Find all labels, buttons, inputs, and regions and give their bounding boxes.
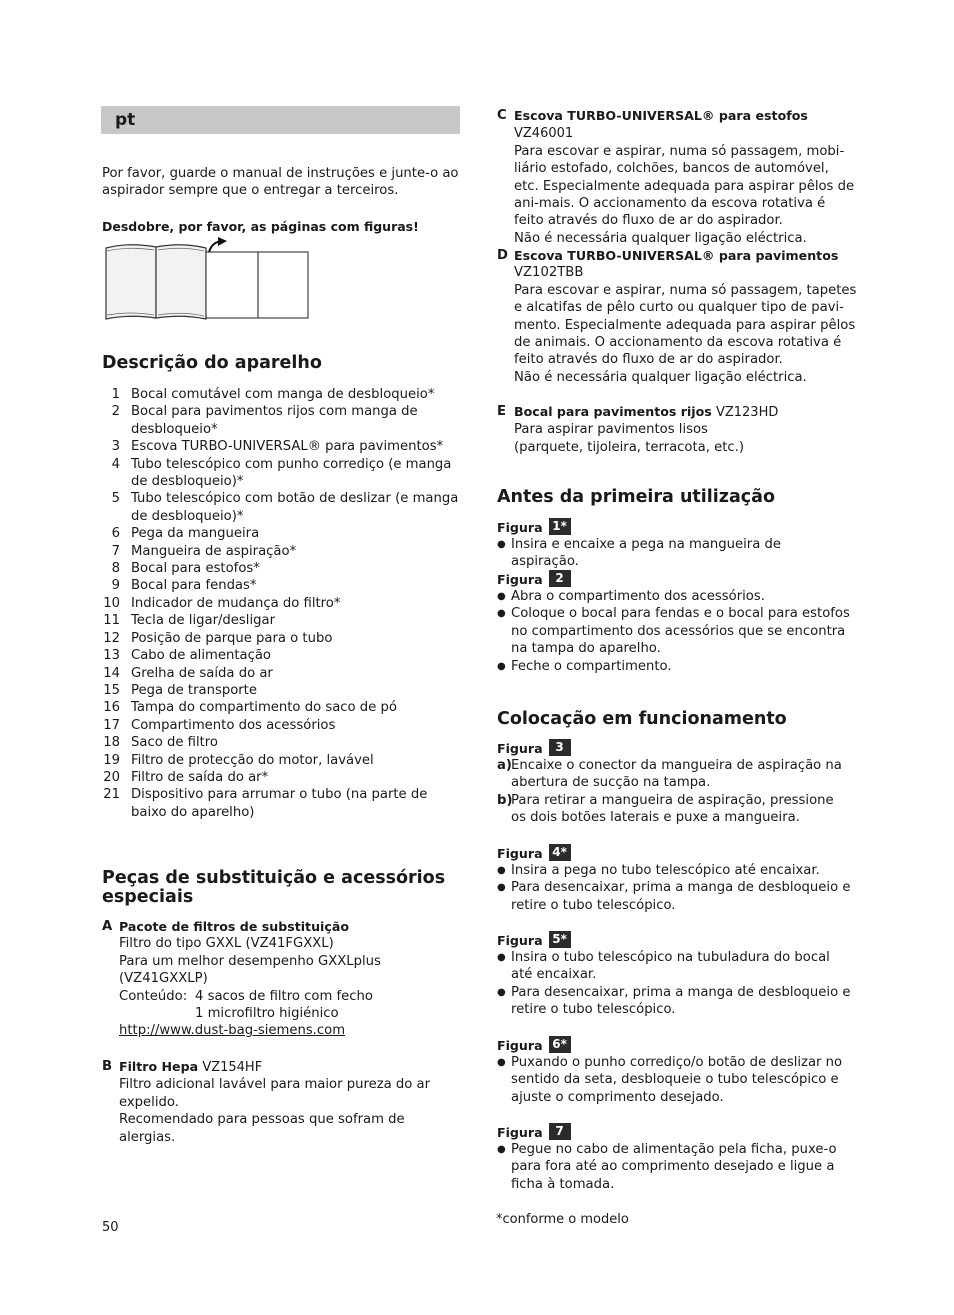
parts-list-item: 8 Bocal para estofos* — [111, 561, 260, 577]
parts-list-item: 19 Filtro de protecção do motor, lavável — [103, 752, 374, 768]
bullet-icon: ● — [497, 952, 506, 963]
parts-list-item: 18 Saco de filtro — [103, 735, 218, 751]
parts-list-item: 17 Compartimento dos acessórios — [103, 717, 336, 733]
accessory-a-title: Pacote de filtros de substituição — [119, 919, 349, 934]
parts-list-item: 3 Escova TURBO-UNIVERSAL® para pavimentos* — [111, 439, 444, 455]
accessory-b-title: Filtro Hepa — [119, 1059, 199, 1074]
bullet-icon: ● — [497, 1057, 506, 1068]
accessory-d-title: Escova TURBO-UNIVERSAL® para pavimentos — [514, 248, 839, 263]
parts-list-item: 7 Mangueira de aspiração* — [111, 543, 297, 559]
footnote: *conforme o modelo — [496, 1212, 629, 1227]
figure-badge: 1* — [549, 518, 571, 535]
parts-list-item: 1 Bocal comutável com manga de desbloqueio* — [111, 387, 435, 402]
figure-badge: 5* — [549, 931, 571, 948]
figure-block-5: Figura 5* ● Insira o tubo telescópico na tubuladura do bocal até encaixar. ● Para desencaixar, prima a manga de desbloqueio e retire o tubo telescópico. — [497, 932, 851, 1018]
language-header — [101, 106, 460, 134]
bullet-icon: ● — [497, 608, 506, 620]
parts-list-item: 4 Tubo telescópico com punho corrediço (e manga de desbloqueio)* — [111, 456, 452, 490]
figure-block-7: Figura 7 ● Pegue no cabo de alimentação pela ficha, puxe-o para fora até ao comprimento desejado e ligue a ficha à tomada. — [497, 1121, 852, 1193]
bullet-item: ● Puxando o punho corrediço/o botão de deslizar no sentido da seta, desbloqueie o tubo telescópico e ajuste o comprimento desejado. — [497, 1055, 843, 1105]
bullet-item: ● Insira e encaixe a pega na mangueira de aspiração. — [497, 537, 781, 570]
unfold-note: Desdobre, por favor, as páginas com figuras! — [102, 219, 419, 234]
figure-block-1: Figura 1* ● Insira e encaixe a pega na mangueira de aspiração. — [497, 516, 852, 571]
accessory-c: C Escova TURBO-UNIVERSAL® para estofos VZ46001 Para escovar e aspirar, numa só passagem, mobi-liário estofado, colchões, bancos de automóvel, etc. Especialmente adequada para aspirar pêlos de ani-mais. O accionamento da escova rotativa é feito através do fluxo de ar do aspirador. Não é necessária qualquer ligação eléctrica. — [497, 108, 855, 246]
page-number: 50 — [102, 1220, 119, 1235]
bullet-item: ● Feche o compartimento. — [497, 658, 672, 674]
bullet-item: ● Para desencaixar, prima a manga de desbloqueio e retire o tubo telescópico. — [497, 984, 851, 1018]
accessory-b: B Filtro Hepa VZ154HF Filtro adicional lavável para maior pureza do ar expelido. Recomendado para pessoas que sofram de alergias. — [102, 1059, 431, 1145]
section-title-accessories: Peças de substituição e acessórios especiais — [102, 868, 446, 907]
bullet-icon: ● — [497, 660, 506, 672]
dust-bag-link[interactable]: http://www.dust-bag-siemens.com — [119, 1023, 346, 1039]
parts-list-item: 6 Pega da mangueira — [111, 526, 260, 542]
bullet-item: ● Coloque o bocal para fendas e o bocal para estofos no compartimento dos acessórios que se encontra na tampa do aparelho. — [497, 606, 850, 657]
parts-list-item: 14 Grelha de saída do ar — [103, 665, 273, 681]
accessory-d: D Escova TURBO-UNIVERSAL® para pavimentos VZ102TBB Para escovar e aspirar, numa só passagem, tapetes e alcatifas de pêlo curto ou qualquer tipo de pavi-mento. Especialmente adequada para aspirar pêlos de animais. O accionamento da escova rotativa é feito através do fluxo de ar do aspirador. Não é necessária qualquer ligação eléctrica. — [497, 248, 857, 385]
bullet-item: ● Insira a pega no tubo telescópico até encaixar. — [497, 863, 820, 878]
bullet-icon: ● — [497, 882, 506, 894]
section-title-before-first-use: Antes da primeira utilização — [497, 487, 775, 507]
bullet-icon: ● — [497, 865, 506, 876]
parts-list — [102, 386, 462, 821]
figure-badge: 6* — [549, 1036, 571, 1053]
figure-badge: 7 — [549, 1123, 571, 1140]
section-title-start-up: Colocação em funcionamento — [497, 709, 787, 729]
bullet-icon: ● — [497, 986, 506, 998]
figure-badge: 2 — [549, 570, 571, 587]
figure-badge: 3 — [549, 739, 571, 756]
figure-badge: 4* — [549, 844, 571, 861]
language-code: pt — [115, 110, 136, 130]
parts-list-item: 11 Tecla de ligar/desligar — [103, 613, 275, 629]
unfold-pages-illustration — [104, 236, 310, 322]
parts-list-item: 16 Tampa do compartimento do saco de pó — [103, 700, 397, 716]
bullet-item: ● Para desencaixar, prima a manga de desbloqueio e retire o tubo telescópico. — [497, 880, 851, 913]
accessory-c-title: Escova TURBO-UNIVERSAL® para estofos — [514, 108, 808, 123]
bullet-item: ● Insira o tubo telescópico na tubuladura do bocal até encaixar. — [497, 950, 830, 983]
bullet-icon: ● — [497, 591, 506, 602]
intro-text: Por favor, guarde o manual de instruções e junte-o ao aspirador sempre que o entregar a terceiros. — [102, 166, 459, 199]
section-title-description: Descrição do aparelho — [102, 353, 322, 373]
parts-list-item: 12 Posição de parque para o tubo — [103, 630, 333, 646]
figure-block-2: Figura 2 ● Abra o compartimento dos acessórios. ● Coloque o bocal para fendas e o bocal para estofos no compartimento dos acessórios que se encontra na tampa do aparelho. ● Feche o compartimento. — [497, 568, 852, 675]
parts-list-item: 2 Bocal para pavimentos rijos com manga de desbloqueio* — [111, 404, 418, 437]
parts-list-item: 13 Cabo de alimentação — [103, 648, 271, 664]
bullet-item: ● Abra o compartimento dos acessórios. — [497, 589, 765, 604]
parts-list-item: 15 Pega de transporte — [103, 682, 257, 698]
parts-list-item: 5 Tubo telescópico com botão de deslizar (e manga de desbloqueio)* — [111, 491, 459, 524]
bullet-icon: ● — [497, 539, 506, 550]
bullet-item: ● Pegue no cabo de alimentação pela ficha, puxe-o para fora até ao comprimento desejado e ligue a ficha à tomada. — [497, 1142, 837, 1192]
parts-list-item: 21 Dispositivo para arrumar o tubo (na parte de baixo do aparelho) — [103, 787, 428, 820]
accessory-e: E Bocal para pavimentos rijos VZ123HD Para aspirar pavimentos lisos (parquete, tijoleira, terracota, etc.) — [497, 404, 779, 455]
parts-list-item: 10 Indicador de mudança do filtro* — [103, 595, 341, 611]
figure-block-6: Figura 6* ● Puxando o punho corrediço/o botão de deslizar no sentido da seta, desbloqueie o tubo telescópico e ajuste o comprimento desejado. — [497, 1034, 852, 1106]
parts-list-item: 20 Filtro de saída do ar* — [103, 769, 269, 785]
bullet-icon: ● — [497, 1144, 506, 1155]
parts-list-item: 9 Bocal para fendas* — [111, 578, 257, 594]
figure-block-4: Figura 4* ● Insira a pega no tubo telescópico até encaixar. ● Para desencaixar, prima a manga de desbloqueio e retire o tubo telescópico. — [497, 845, 851, 913]
figure-block-3: Figura 3 a) Encaixe o conector da mangueira de aspiração na abertura de sucção na tampa. b) Para retirar a mangueira de aspiração, pressione os dois botões laterais e puxe a mangueira. — [497, 740, 842, 826]
accessory-e-title: Bocal para pavimentos rijos — [514, 404, 712, 419]
accessory-a: A Pacote de filtros de substituição Filtro do tipo GXXL (VZ41FGXXL) Para um melhor desempenho GXXLplus (VZ41GXXLP) Conteúdo: 4 sacos de filtro com fecho 1 microfiltro higiénico http://www.dust-bag-siemens.com — [102, 918, 462, 1040]
